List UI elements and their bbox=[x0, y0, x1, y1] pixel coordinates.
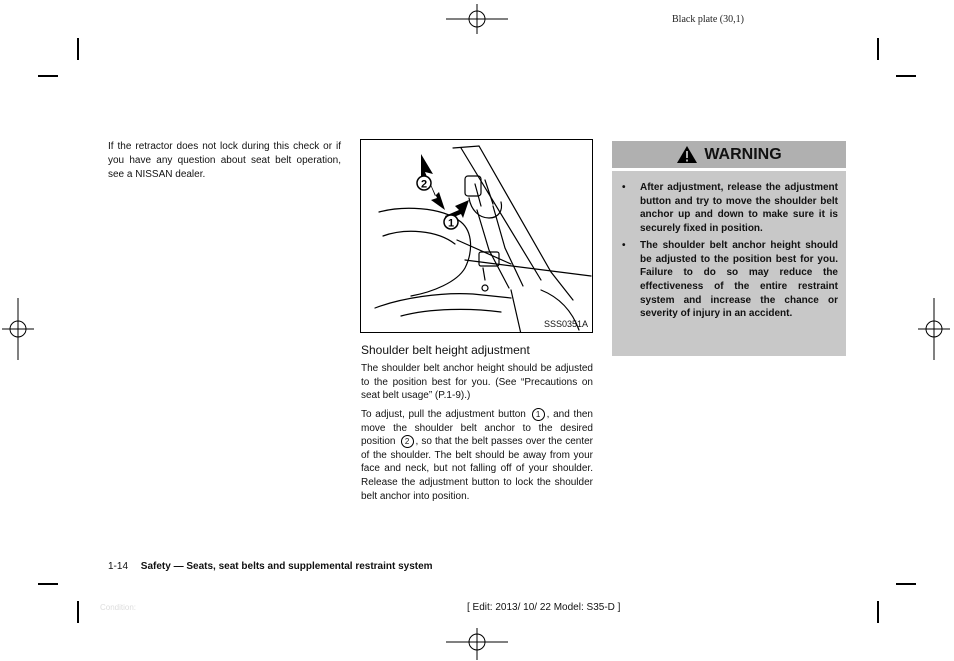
section-body bbox=[361, 362, 593, 508]
paragraph-2 bbox=[361, 408, 593, 503]
paragraph-2-part-a: To adjust, pull the adjustment button bbox=[361, 408, 526, 420]
warning-item: • After adjustment, release the adjustment button and try to move the shoulder belt anchor up and down to make sure it is securely fixed in position. bbox=[620, 181, 838, 236]
warning-box bbox=[612, 141, 846, 356]
retractor-note: If the retractor does not lock during this check or if you have any question about seat belt operation, see a NISSAN dealer. bbox=[108, 141, 341, 180]
seat-belt-drawing bbox=[361, 140, 593, 333]
warning-title: WARNING bbox=[704, 145, 782, 163]
warning-item: • The shoulder belt anchor height should be adjusted to the position best for you. Failure to do so may reduce the effectiveness of the entire restraint system and increase the chance or severity of injury in an accident. bbox=[620, 239, 838, 321]
condition-label: Condition: bbox=[100, 603, 137, 612]
belt-anchor-illustration bbox=[360, 139, 593, 333]
crop-mark bbox=[38, 75, 58, 77]
figure-code: SSS0351A bbox=[543, 319, 588, 329]
crop-mark bbox=[877, 38, 879, 60]
registration-mark-left bbox=[2, 298, 34, 360]
ref-circle-2: 2 bbox=[401, 435, 414, 448]
ref-circle-1: 1 bbox=[532, 408, 545, 421]
edit-info: [ Edit: 2013/ 10/ 22 Model: S35-D ] bbox=[467, 602, 621, 613]
callout-2-label: 2 bbox=[420, 178, 428, 191]
paragraph-1: The shoulder belt anchor height should be adjusted to the position best for you. (See “Precautions on seat belt usage” (P.1-9).) bbox=[361, 363, 593, 402]
registration-mark-top bbox=[446, 4, 508, 34]
crop-mark bbox=[896, 583, 916, 585]
registration-mark-right bbox=[918, 298, 950, 360]
paragraph-2-part-c: , so that the belt passes over the center of the shoulder. The belt should be away from your face and neck, but not falling off of your shoulder. Release the adjustment button to lock the shoulder belt anchor into position. bbox=[361, 436, 593, 502]
page-number: 1-14 bbox=[108, 561, 129, 572]
section-heading: Shoulder belt height adjustment bbox=[361, 343, 530, 357]
crop-mark bbox=[896, 75, 916, 77]
crop-mark bbox=[77, 38, 79, 60]
warning-triangle-icon bbox=[676, 145, 698, 164]
page-footer bbox=[108, 561, 433, 572]
warning-list bbox=[620, 181, 838, 324]
paragraph-2-part-b: , and then move the shoulder belt anchor to the desired position bbox=[361, 408, 593, 448]
warning-header bbox=[612, 141, 846, 171]
crop-mark bbox=[38, 583, 58, 585]
crop-mark bbox=[877, 601, 879, 623]
callout-1-label: 1 bbox=[447, 217, 455, 230]
plate-label: Black plate (30,1) bbox=[672, 14, 744, 25]
crop-mark bbox=[77, 601, 79, 623]
registration-mark-bottom bbox=[446, 628, 508, 660]
footer-section-title: Safety — Seats, seat belts and supplemental restraint system bbox=[140, 561, 433, 572]
